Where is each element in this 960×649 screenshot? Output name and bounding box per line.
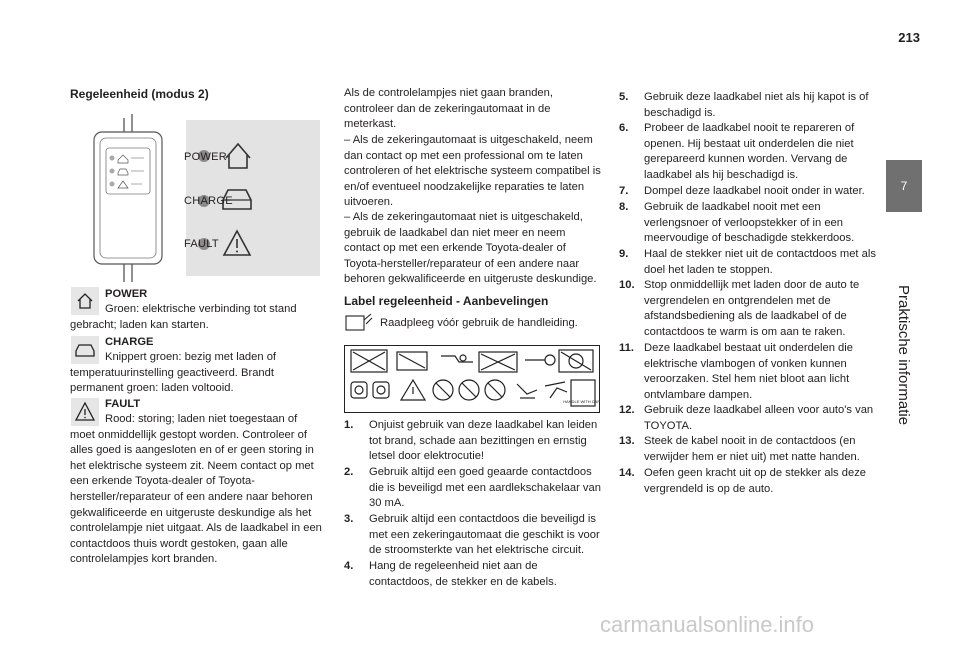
list-item-text: Gebruik altijd een goed geaarde contactdoos die is beveiligd met een aardlekschakelaar van 30 mA. — [369, 466, 601, 510]
list-item-number: 9. — [619, 248, 629, 260]
manual-icon — [344, 312, 374, 336]
label-heading: Label regeleenheid - Aanbevelingen — [344, 294, 549, 308]
list-item-text: Probeer de laadkabel nooit te repareren of openen. Hij bestaat uit onderdelen die niet gerepareerd kunnen worden. Vervang de laadkabel als hij beschadigd is. — [644, 122, 855, 181]
list-item — [619, 247, 881, 278]
list-item-number: 14. — [619, 467, 635, 479]
manual-text: Raadpleeg vóór gebruik de handleiding. — [380, 317, 578, 329]
power-description: Groen: elektrische verbinding tot stand gebracht; laden kan starten. — [70, 303, 297, 331]
chapter-tab: 7 — [886, 160, 922, 212]
list-item-number: 8. — [619, 201, 629, 213]
list-item-text: Haal de stekker niet uit de contactdoos met als doel het laden te stoppen. — [644, 248, 876, 276]
list-item-number: 5. — [619, 91, 629, 103]
list-item-number: 6. — [619, 122, 629, 134]
figure-power-label: POWER — [184, 151, 228, 163]
charge-description: Knippert groen: bezig met laden of temperatuurinstelling geactiveerd. Brandt permanent groen: laden voltooid. — [70, 351, 277, 395]
label-small-text: HANDLE WITH CARE — [563, 399, 599, 404]
list-item — [619, 403, 881, 434]
list-item-text: Deze laadkabel bestaat uit onderdelen die elektrische vlambogen of vonken kunnen veroorzaken. Stel hem niet bloot aan licht ontvlambare dampen. — [644, 342, 853, 401]
list-item-number: 13. — [619, 435, 635, 447]
section-heading: Regeleenheid (modus 2) — [70, 87, 209, 101]
figure-fault-label: FAULT — [184, 238, 219, 250]
list-item — [619, 278, 881, 340]
list-item — [344, 512, 602, 559]
list-item-text: Oefen geen kracht uit op de stekker als deze vergrendeld is op de auto. — [644, 467, 867, 495]
list-item — [619, 121, 881, 183]
list-item — [619, 200, 881, 247]
fault-description: Rood: storing; laden niet toegestaan of moet onmiddellijk gestopt worden. Controleer of alles goed is aangesloten en of er geen storing in het elektrische systeem zit. Neem contact op met een erkende Toyota-dealer of Toyota-hersteller/reparateur of een andere naar behoren gekwalificeerde en uitgeruste deskundige als het controlelampje niet uitgaat. Als de laadkabel in een contactdoos thuis wordt gestoken, gaan alle controlelampjes kort branden. — [70, 413, 322, 566]
list-item-number: 3. — [344, 513, 354, 525]
list-item-number: 12. — [619, 404, 635, 416]
fault-label: FAULT — [105, 398, 141, 410]
watermark: carmanualsonline.info — [600, 612, 815, 637]
list-item-number: 7. — [619, 185, 629, 197]
list-item-text: Gebruik deze laadkabel alleen voor auto's van TOYOTA. — [644, 404, 874, 432]
charge-label: CHARGE — [105, 336, 154, 348]
list-item-number: 10. — [619, 279, 635, 291]
list-item-text: Hang de regeleenheid niet aan de contactdoos, de stekker en de kabels. — [369, 560, 557, 588]
list-item-text: Gebruik de laadkabel nooit met een verlengsnoer of verloopstekker of in een meervoudige of beschadigde stekkerdoos. — [644, 201, 855, 245]
list-item — [344, 418, 602, 465]
list-item-number: 4. — [344, 560, 354, 572]
list-item-text: Dompel deze laadkabel nooit onder in water. — [644, 185, 865, 197]
warning-label-image — [344, 345, 600, 413]
breaker-off-text: – Als de zekeringautomaat is uitgeschakeld, neem dan contact op met een professional om te laten controleren of het elektrische systeem compatibel is en/of eventueel noodzakelijke reparaties te laten uitvoeren. — [344, 134, 601, 209]
list-item — [344, 559, 602, 590]
list-item-text: Steek de kabel nooit in de contactdoos (en verwijder hem er niet uit) met natte handen. — [644, 435, 860, 463]
chapter-title: Praktische informatie — [895, 285, 912, 426]
list-item-text: Stop onmiddellijk met laden door de auto te vergrendelen en ontgrendelen met de afstandsbediening als de laadkabel of de contactdoos te warm is om aan te raken. — [644, 279, 860, 338]
list-item — [619, 466, 881, 497]
list-item — [344, 465, 602, 512]
breaker-on-text: – Als de zekeringautomaat niet is uitgeschakeld, gebruik de laadkabel dan niet meer en neem contact op met een erkende Toyota-dealer of Toyota-hersteller/reparateur of een andere naar behoren gekwalificeerde en uitgeruste deskundige. — [344, 211, 597, 286]
breaker-intro: Als de controlelampjes niet gaan branden, controleer dan de zekeringautomaat in de meterkast. — [344, 87, 553, 131]
power-label: POWER — [105, 288, 148, 300]
list-item — [619, 90, 881, 121]
list-item-number: 2. — [344, 466, 354, 478]
list-item — [619, 341, 881, 403]
list-item-text: Gebruik altijd een contactdoos die beveiligd is met een zekeringautomaat die geschikt is voor de stroomsterkte van het elektrische circuit. — [369, 513, 600, 557]
list-item-number: 11. — [619, 342, 634, 354]
figure-charge-label: CHARGE — [184, 195, 233, 207]
list-item — [619, 184, 881, 200]
list-item-number: 1. — [344, 419, 354, 431]
list-item-text: Onjuist gebruik van deze laadkabel kan leiden tot brand, schade aan bezittingen en ernstig letsel door elektrocutie! — [369, 419, 598, 463]
list-item — [619, 434, 881, 465]
page-number: 213 — [898, 30, 920, 45]
list-item-text: Gebruik deze laadkabel niet als hij kapot is of beschadigd is. — [644, 91, 869, 119]
